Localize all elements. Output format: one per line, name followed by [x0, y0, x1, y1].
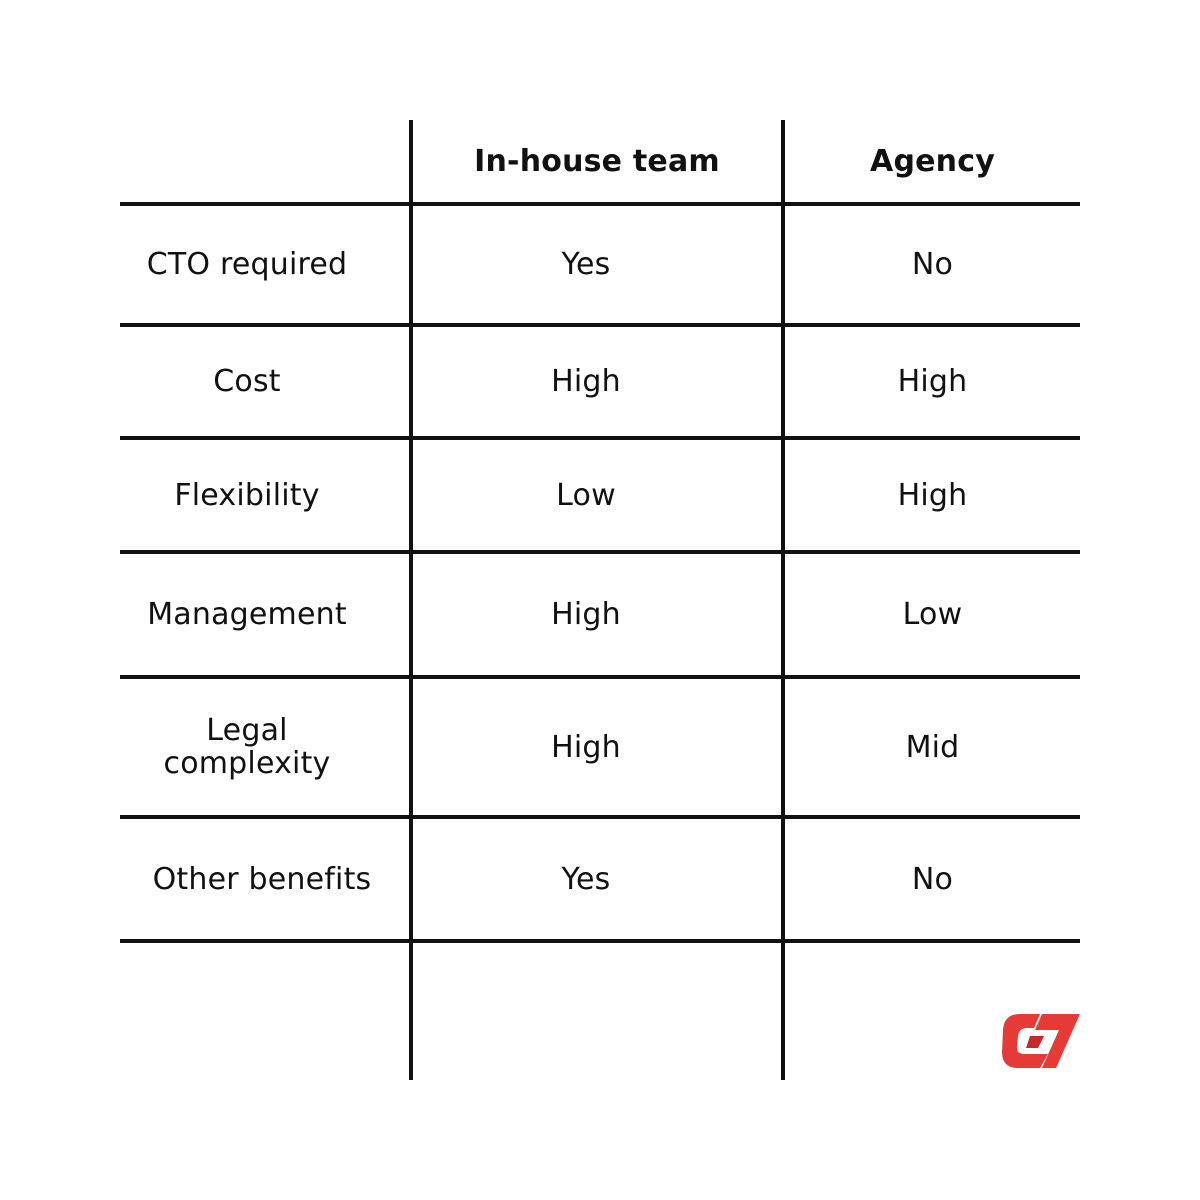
agency-value: No [911, 247, 954, 282]
in-house-value: Yes [561, 861, 611, 897]
agency-value: Low [902, 597, 963, 632]
agency-value: High [897, 364, 968, 399]
row-label: Flexibility [174, 477, 320, 513]
in-house-value: High [551, 729, 621, 765]
row-label: Legal complexity [163, 713, 331, 781]
row-label: CTO required [146, 247, 348, 282]
row-label: Cost [213, 364, 281, 399]
row-label: Management [147, 597, 347, 632]
in-house-value: Yes [561, 247, 611, 282]
row-divider [120, 939, 1080, 943]
agency-value: Mid [905, 729, 960, 765]
agency-value: No [911, 861, 954, 897]
brand-logo-icon [1000, 1012, 1080, 1070]
in-house-value: Low [556, 477, 616, 513]
row-label: Other benefits [152, 861, 372, 897]
header-in-house-team: In-house team [474, 143, 720, 179]
in-house-value: High [551, 597, 621, 632]
header-agency: Agency [870, 143, 995, 179]
agency-value: High [897, 477, 968, 513]
in-house-value: High [551, 364, 621, 399]
